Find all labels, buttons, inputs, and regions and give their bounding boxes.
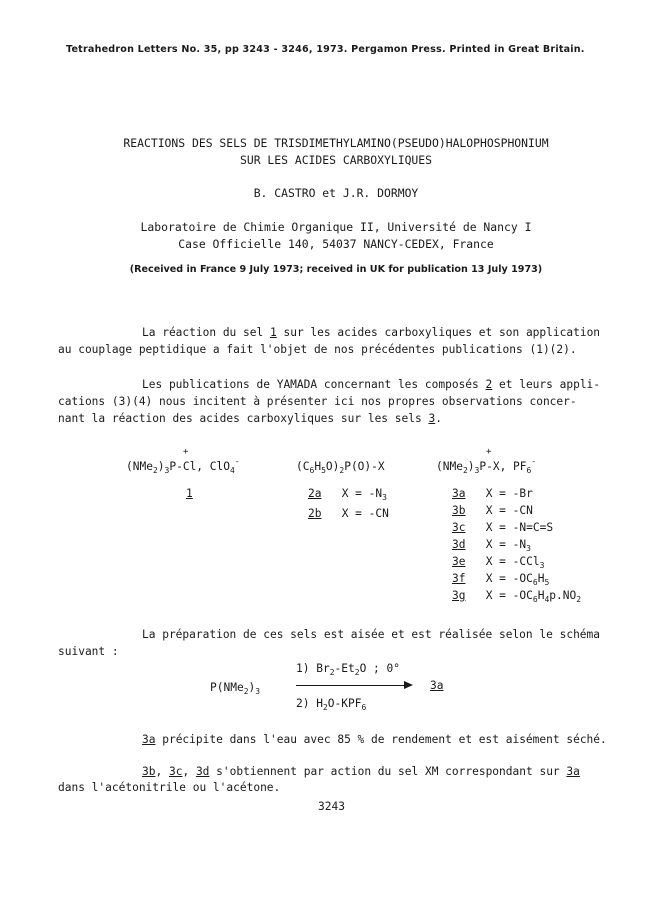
compound2a-label: 2a <box>308 487 322 500</box>
title-line-2: SUR LES ACIDES CARBOXYLIQUES <box>239 153 433 167</box>
ref-compound-1: 1 <box>269 326 277 339</box>
page-number: 3243 <box>318 800 345 813</box>
para3-line2: suivant : <box>58 645 119 658</box>
para3-line1: La préparation de ces sels est aisée et est réalisée selon le schéma <box>142 628 601 641</box>
compound3-formula: $(NMe_2)_3P-X$, $PF_6^-$ <box>436 457 537 475</box>
received-dates: (Received in France 9 July 1973; received in UK for publication 13 July 1973) <box>129 264 543 275</box>
ref-compound-2: 2 <box>485 378 493 391</box>
compound1-charge: + <box>183 447 189 457</box>
reaction-arrow-icon <box>404 681 413 689</box>
compound3c-row: 3c X = -N=C=S <box>452 521 554 534</box>
para5-line2: dans l'acétonitrile ou l'acétone. <box>58 781 281 794</box>
compound2b-row: 2b X = -CN <box>308 507 389 520</box>
para2-line2: cations (3)(4) nous incitent à présenter ici nos propres observations concer- <box>58 395 577 408</box>
para1-line2: au couplage peptidique a fait l'objet de nos précédentes publications (1)(2). <box>58 343 577 356</box>
affiliation-line-2: Case Officielle 140, 54037 NANCY-CEDEX, France <box>178 237 494 251</box>
compound1-label: 1 <box>186 487 193 500</box>
compound3g-row: 3g $X = -OC_6H_4p.NO_2$ <box>452 589 582 604</box>
compound3d-row: 3d $X = -N_3$ <box>452 538 531 553</box>
authors: B. CASTRO et J.R. DORMOY <box>253 186 419 200</box>
compound3e-row: 3e X = -CCl$_3$ <box>452 555 545 570</box>
compound3f-row: 3f $X = -OC_6H_5$ <box>452 572 550 587</box>
compound3-charge: + <box>486 447 492 457</box>
compound3a-row: 3a X = -Br <box>452 487 533 500</box>
scheme-condition-1: 1) $Br_2-Et_2O$ ; 0° <box>296 662 400 677</box>
para4: 3a précipite dans l'eau avec 85 % de rendement et est aisément séché. <box>142 733 607 746</box>
compound2a-row: 2a $X = -N_3$ <box>308 487 387 502</box>
reaction-arrow-line <box>296 685 406 686</box>
scheme-reactant: $P(NMe_2)_3$ <box>210 681 261 696</box>
para1-line1: La réaction du sel 1 sur les acides carboxyliques et son application <box>142 326 601 339</box>
journal-header: Tetrahedron Letters No. 35, pp 3243 - 3246, 1973. Pergamon Press. Printed in Great Britain. <box>66 44 585 55</box>
para5-line1: 3b, 3c, 3d s'obtiennent par action du sel XM correspondant sur 3a <box>142 765 580 778</box>
scheme-product: 3a <box>430 679 444 692</box>
ref-compound-3a: 3a <box>142 733 156 746</box>
compound3b-row: 3b X = -CN <box>452 504 533 517</box>
scheme-condition-2: 2) $H_2O-KPF_6$ <box>296 697 367 712</box>
compound2-formula: $(C_6H_5O)_2P(O)-X$ <box>296 460 385 475</box>
title-line-1: REACTIONS DES SELS DE TRISDIMETHYLAMINO(PSEUDO)HALOPHOSPHONIUM <box>123 136 549 150</box>
para2-line3: nant la réaction des acides carboxyliques sur les sels 3. <box>58 412 442 425</box>
compound1-formula: $(NMe_2)_3P-Cl$, ClO$_4$- <box>126 457 240 475</box>
para2-line1: Les publications de YAMADA concernant les composés 2 et leurs appli- <box>142 378 601 391</box>
compound2b-label: 2b <box>308 507 322 520</box>
ref-compound-3: 3 <box>428 412 436 425</box>
affiliation-line-1: Laboratoire de Chimie Organique II, Université de Nancy I <box>140 220 532 234</box>
